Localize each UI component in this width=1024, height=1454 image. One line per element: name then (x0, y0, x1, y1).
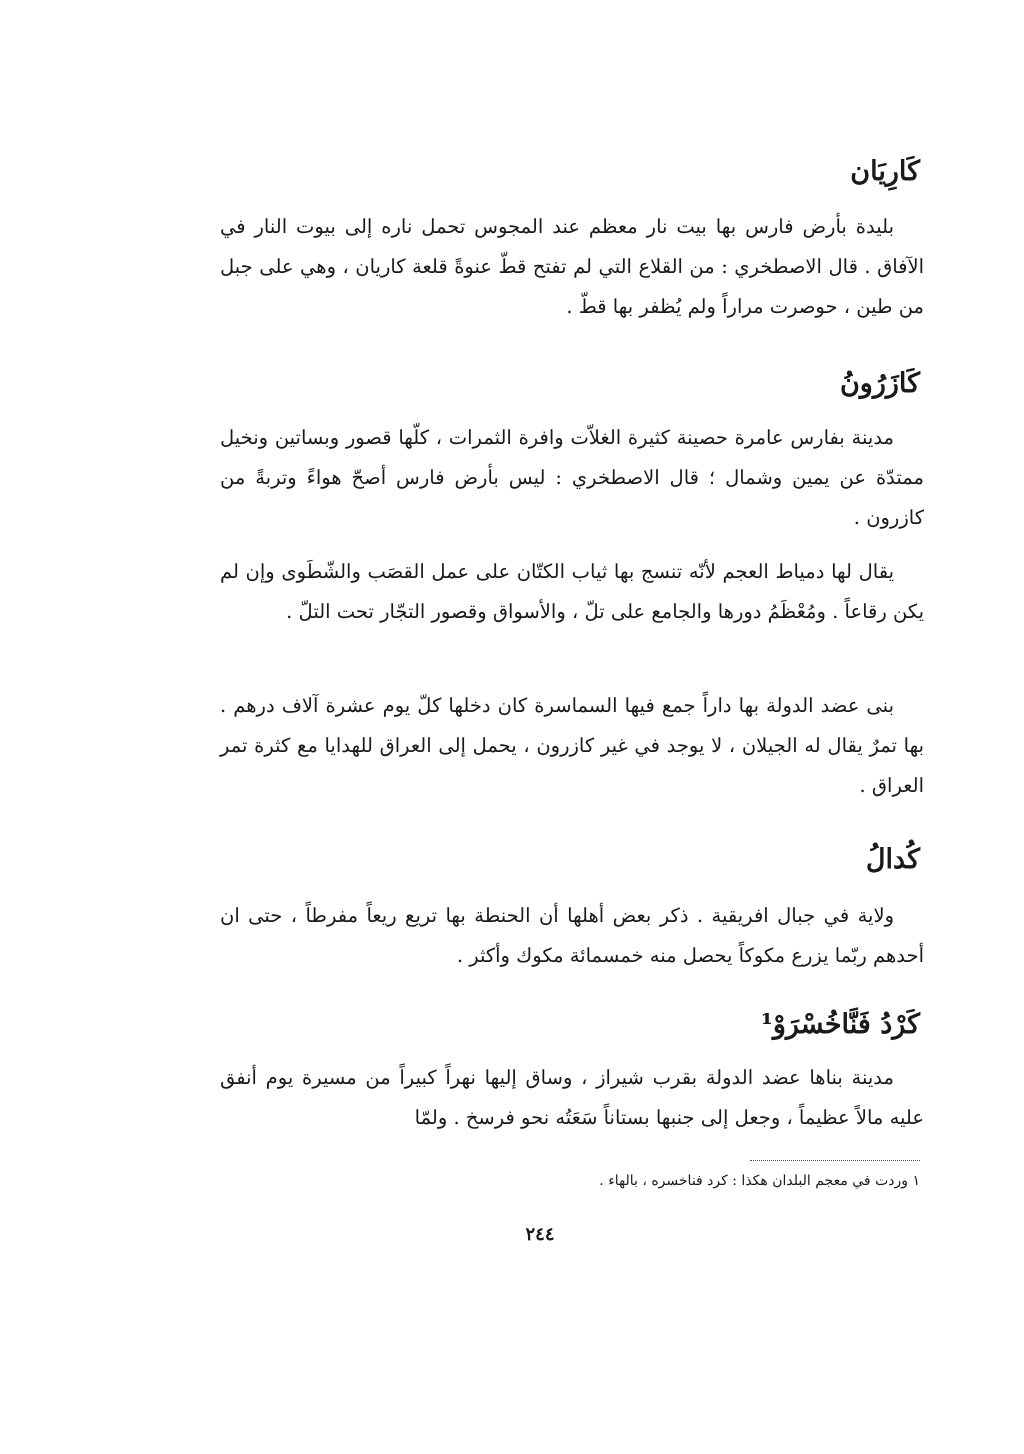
entry-paragraph: يقال لها دمياط العجم لأنّه تنسج بها ثياب الكتّان على عمل القصَب والشّطَوى وإن لم يكن رقاعاً . ومُعْظَمُ دورها والجامع على تلّ ، والأسواق وقصور التجّار تحت التلّ . (220, 560, 924, 623)
page-number: ٢٤٤ (525, 1224, 555, 1245)
entry-heading-kard-fanakhusraw: كَرْدُ فَنَّاخُسْرَوْ¹ (761, 1009, 920, 1040)
footnote: ١ وردت في معجم البلدان هكذا : كرد فناخسره ، بالهاء . (599, 1173, 920, 1189)
entry-paragraph: مدينة بناها عضد الدولة بقرب شيراز ، وساق إليها نهراً كبيراً من مسيرة يوم أنفق عليه مالاً عظيماً ، وجعل إلى جنبها بستاناً سَعَتُه نحو فرسخ . ولمّا (220, 1066, 924, 1129)
entry-heading-kudal: كُدالُ (865, 844, 920, 875)
entry-paragraph: بنى عضد الدولة بها داراً جمع فيها السماسرة كان دخلها كلّ يوم عشرة آلاف درهم . بها تمرٌ يقال له الجيلان ، لا يوجد في غير كازرون ، يحمل إلى العراق للهدايا مع كثرة تمر العراق . (220, 694, 924, 797)
entry-paragraph: بليدة بأرض فارس بها بيت نار معظم عند المجوس تحمل ناره إلى بيوت النار في الآفاق . قال الاصطخري : من القلاع التي لم تفتح قطّ عنوةً قلعة كاريان ، وهي على جبل من طين ، حوصرت مراراً ولم يُظفر بها قطّ . (220, 215, 924, 318)
entry-heading-kazarun: كَازَرُونُ (839, 368, 920, 399)
footnote-divider (750, 1160, 920, 1161)
entry-paragraph: مدينة بفارس عامرة حصينة كثيرة الغلاّت وافرة الثمرات ، كلّها قصور وبساتين ونخيل ممتدّة عن يمين وشمال ؛ قال الاصطخري : ليس بأرض فارس أصحّ هواءً وتربةً من كازرون . (220, 426, 924, 529)
entry-heading-kariyan: كَارِيَان (850, 156, 920, 187)
entry-paragraph: ولاية في جبال افريقية . ذكر بعض أهلها أن الحنطة بها تريع ريعاً مفرطاً ، حتى ان أحدهم ربّما يزرع مكوكاً يحصل منه خمسمائة مكوك وأكثر . (220, 904, 924, 967)
